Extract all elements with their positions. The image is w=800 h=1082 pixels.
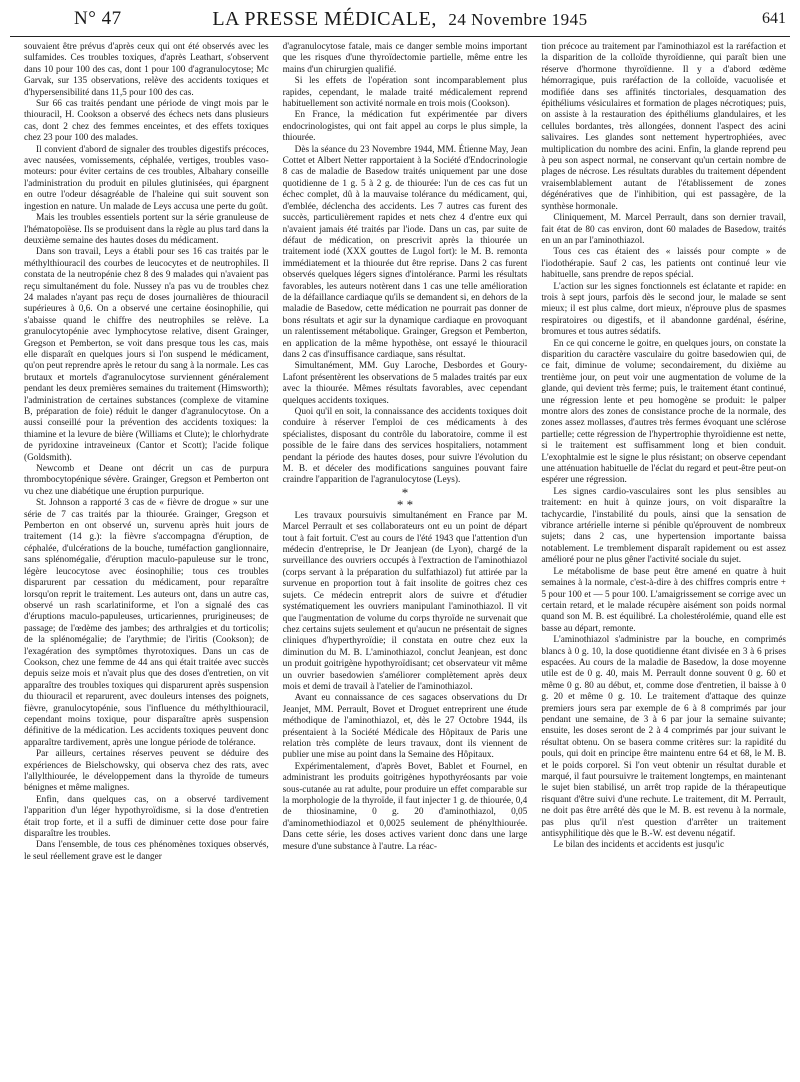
- paragraph: Dès la séance du 23 Novembre 1944, MM. Étienne May, Jean Cottet et Albert Netter rapportaient à la Société d'Endocrinologie 8 cas de maladie de Basedow traités uniquement par une dose quotidienne de 1 g. 5 à 2 g. de thiourée: l'un de ces cas fut un échec complet, dû à la mauvaise tolérance du médicament, qui, d'emblée, déclencha des accidents. Les 7 autres cas furent des succès, particulièrement rapides et nets chez 4 d'entre eux qui n'avaient jamais été traités par l'iode. Dans un cas, par suite de défaut de médication, on prescrivit après la thiourée un traitement iodé (XXX gouttes de Lugol fort): le M. B. remonta immédiatement et la thiourée dut être reprise. Dans 2 cas furent observés quelques légers signes d'intolérance. Parmi les résultats favorables, les auteurs notèrent dans 1 cas une telle amélioration de la défaillance cardiaque qu'ils se demandent si, en dehors de la maladie de Basedow, cette médication ne pourrait pas donner de bons résultats et agir sur la dynamique cardiaque en provoquant un ralentissement métabolique. Grainger, Gregson et Pemberton, en application de la même hypothèse, ont essayé le thiouracil dans 2 cas d'insuffisance cardiaque, sans résultat.: [282, 144, 528, 360]
- issue-date: 24 Novembre 1945: [448, 10, 588, 29]
- paragraph: L'action sur les signes fonctionnels est éclatante et rapide: en trois à sept jours, parfois dès le second jour, le malade se sent mieux; il est plus calme, dort mieux, n'éprouve plus de spasmes respiratoires ou digestifs, et il abandonne gardénal, ésérine, bromures et tous autres sédatifs.: [541, 281, 787, 338]
- paragraph: Quoi qu'il en soit, la connaissance des accidents toxiques doit conduire à réserver l'emploi de ces médicaments à des spécialistes, disposant du contrôle du laboratoire, comme il est possible de le faire dans des services hospitaliers, notamment pendant la période des hautes doses, pour suivre l'évolution du M. B. et déceler des modifications sanguines pouvant faire craindre l'apparition de l'agranulocytose (Leys).: [282, 407, 528, 486]
- journal-title-line: [10, 8, 790, 31]
- page-number: 641: [762, 10, 786, 27]
- paragraph: Le métabolisme de base peut être amené en quatre à huit semaines à la normale, c'est-à-dire à des chiffres compris entre + 5 pour 100 et — 5 pour 100. L'amaigrissement se corrige avec un certain retard, et le malade récupère aisément son poids normal quand son M. B. est équilibré. La cholestérolémie, quand elle est basse au départ, remonte.: [541, 566, 787, 634]
- issue-number: N° 47: [74, 8, 122, 29]
- paragraph: Dans l'ensemble, de tous ces phénomènes toxiques observés, le seul réellement grave est le danger: [24, 840, 269, 862]
- paragraph: St. Johnson a rapporté 3 cas de « fièvre de drogue » sur une série de 7 cas traités par la thiourée. Grainger, Gregson et Pemberton en ont observé un, survenu après huit jours de traitement (14 g.): la fièvre s'accompagna d'éruption, de céphalée, d'ulcérations de la bouche, tuméfaction ganglionnaire, sans splénomégalie, d'éruption maculo-papuleuse sur le tronc, légère leucocytose avec éosinophilie; tous ces troubles disparurent par cessation du médicament, pour reparaître lorsqu'on reprit le traitement. Les auteurs ont, dans un autre cas, observé un rash scarlatiniforme, et l'on a signalé des cas d'éruptions maculo-papuleuses, urticariennes, prurigineuses; de passage; de l'œdème des jambes; des arthralgies et du torticolis; de la splénomégalie; de l'arythmie; de l'iritis (Cookson); de l'exagération des symptômes thyrotoxiques. Dans un cas de Cookson, chez une femme de 44 ans qui était traitée avec succès depuis seize mois et n'avait plus que des doses d'entretien, on vit apparaître des troubles toxiques qui disparurent après suspension du thiouracil et reparurent, avec douleurs intenses des poignets, fièvre, granulocytopénie, sous l'influence du méthylthiouracil, cependant moins toxique, pour disparaître après suspension définitive de la médication. Les accidents toxiques peuvent donc apparaître tardivement, après une longue période de tolérance.: [24, 498, 269, 748]
- section-separator-stars: * * *: [396, 484, 414, 512]
- column-1: [24, 42, 269, 1078]
- paragraph: L'aminothiazol s'administre par la bouche, en comprimés blancs à 0 g. 10, la dose quotidienne étant divisée en 3 à 6 prises espacées. Au cours de la maladie de Basedow, la dose moyenne utile est de 0 g. 40, mais M. Perrault donne souvent 0 g. 60 et même 0 g. 80 au début, et, comme dose d'entretien, il baisse à 0 g. 20 et même 0 g. 10. Le traitement d'attaque des quinze premiers jours sera par exemple de 6 à 8 comprimés par jour pendant une semaine, de 3 à 6 par jour la semaine suivante; ensuite, les doses seront de 2 à 4 comprimés par jour suivant le résultat obtenu. On se basera comme critères sur: la rapidité du pouls, qui doit en principe être maintenu entre 64 et 68, le M. B. et le poids corporel. Si l'on veut obtenir un résultat durable et marqué, il faut poursuivre le traitement longtemps, en maintenant le sujet bien stabilisé, un arrêt trop rapide de la thérapeutique risquant d'être suivi d'une rechute. Le traitement, dit M. Perrault, ne doit pas être arrêté dès que le M. B. est revenu à la normale, pas plus qu'il n'est question d'arrêter un traitement antisyphilitique dès que le B.-W. est devenu négatif.: [541, 635, 787, 840]
- paragraph: souvaient être prévus d'après ceux qui ont été observés avec les sulfamides. Ces troubles toxiques, d'après Leathart, s'observent dans 10 pour 100 des cas, dont 1 pour 100 d'agranulocytose; Mc Garvak, sur 135 observations, relève des accidents toxiques et d'hypersensibilité dans 11,5 pour 100 des cas.: [24, 42, 269, 98]
- paragraph: tion précoce au traitement par l'aminothiazol est la raréfaction et la disparition de la colloïde thyroïdienne, qui paraît bien une réserve d'hormone thyroïdienne. Il y a d'abord œdème hémorragique, puis raréfaction de la colloïde, vacuolisée et modifiée dans ses affinités tinctoriales, desquamation des épithéliums vésiculaires et formation de plages nécrotiques; puis, on assiste à la restauration des épithéliums glandulaires, et les cellules bordantes, très allongées, donnent l'aspect des acini salivaires. Les glandes sont nettement hypertrophiées, avec multiplication du nombre des acini. Enfin, la glande reprend peu à peu son aspect normal, ne conservant qu'un certain nombre de plages de nécrose. Les résultats durables du traitement dépendent vraisemblablement autant de l'établissement de zones dégénératives que de l'inhibition, qui est passagère, de la synthèse hormonale.: [541, 42, 787, 212]
- paragraph: Cliniquement, M. Marcel Perrault, dans son dernier travail, fait état de 80 cas environ, dont 60 malades de Basedow, traités en un an par l'aminothiazol.: [541, 213, 787, 246]
- journal-title: LA PRESSE MÉDICALE,: [212, 8, 437, 30]
- paragraph: Enfin, dans quelques cas, on a observé tardivement l'apparition d'un léger hypothyroïdisme, si la dose d'entretien était trop forte, et il a suffi de diminuer cette dose pour faire disparaître les troubles.: [24, 794, 269, 840]
- paragraph: Expérimentalement, d'après Bovet, Bablet et Fournel, en administrant les produits goitrigènes hypothyréosants par voie sous-cutanée au rat adulte, pour produire un effet comparable sur la morphologie de la thyroïde, il faut injecter 1 g. de thiourée, 0,4 de thiosinamine, 0 g. 20 d'aminothiazol, 0,05 d'aminomethiodiazol et 0,0025 seulement de phénylthiourée. Dans cette série, les doses actives varient donc dans une large mesure d'une substance à l'autre. La réac-: [282, 761, 528, 852]
- paragraph: Newcomb et Deane ont décrit un cas de purpura thrombocytopénique sévère. Grainger, Gregson et Pemberton ont vu chez une diabétique une éruption purpurique.: [24, 464, 269, 497]
- paragraph: Mais les troubles essentiels portent sur la série granuleuse de l'hématopoïèse. Ils se produisent dans la règle au plus tard dans la deuxième semaine des hautes doses du médicament.: [24, 213, 269, 246]
- paragraph: Les signes cardio-vasculaires sont les plus sensibles au traitement: en huit à quinze jours, on voit disparaître la tachycardie, l'instabilité du pouls, ainsi que la sensation de vibrance artérielle interne si pénible qu'éprouvent de nombreux sujets; dans 2 cas, une hypertension importante baissa notablement. Le tremblement disparaît rapidement ou est assez amélioré pour ne plus gêner l'activité sociale du sujet.: [541, 486, 787, 566]
- paragraph: Il convient d'abord de signaler des troubles digestifs précoces, avec nausées, vomissements, céphalée, vertiges, troubles vaso-moteurs: pour éviter certains de ces troubles, Albahary conseille l'administration du produit en pilules glutinisées, qui épargnent en outre l'odeur désagréable de l'haleine qui suit souvent son ingestion en nature. Un malade de Leys accusa une perte du goût.: [24, 144, 269, 212]
- paragraph: Les travaux poursuivis simultanément en France par M. Marcel Perrault et ses collaborateurs ont eu un point de départ tout à fait fortuit. C'est au cours de l'été 1943 que l'attention d'un médecin d'entreprise, le Dr Jeanjean (de Lyon), chargé de la surveillance des ouvriers occupés à l'extraction de l'aminothiazol (corps servant à la préparation du sulfathiazol) fut attirée par la survenue en proportion tout à fait insolite de goitres chez ces sujets. Ce médecin entreprit alors de suivre et d'étudier systématiquement les ouvriers manipulant l'aminothiazol. Il vit que l'augmentation de volume du corps thyroïde ne survenait que chez certains sujets seulement et qu'aucun ne présentait de signes cliniques d'hyperthyroïdie; il constata en outre chez eux la diminution du M. B. L'aminothiazol, conclut Jeanjean, est donc un produit goitrigène hypothyroïdisant; cet observateur vit même un ouvrier basedowien s'améliorer complètement après deux mois et demi de travail à l'atelier de l'aminothiazol.: [282, 510, 528, 692]
- paragraph: Sur 66 cas traités pendant une période de vingt mois par le thiouracil, H. Cookson a observé des échecs nets dans plusieurs cas, dont 2 chez des femmes enceintes, et des effets toxiques chez 23 pour 100 des malades.: [24, 99, 269, 144]
- paragraph: d'agranulocytose fatale, mais ce danger semble moins important que les risques d'une thyroïdectomie partielle, même entre les mains d'un chirurgien qualifié.: [282, 42, 528, 75]
- paragraph: Si les effets de l'opération sont incomparablement plus rapides, cependant, le malade traité médicalement reprend habituellement son activité normale en trois mois (Cookson).: [282, 76, 528, 110]
- paragraph: Simultanément, MM. Guy Laroche, Desbordes et Goury-Lafont présentèrent les observations de 5 malades traités par eux avec la thiourée. Mêmes résultats favorables, avec cependant quelques accidents toxiques.: [282, 361, 528, 406]
- column-3: [541, 42, 786, 1078]
- paragraph: Tous ces cas étaient des « laissés pour compte » de l'iodothérapie. Sauf 2 cas, les patients ont continué leur vie habituelle, sans prendre de repos spécial.: [541, 247, 787, 281]
- paragraph: Par ailleurs, certaines réserves peuvent se déduire des expériences de Bielschowsky, qui observa chez des rats, avec l'allylthiourée, le développement dans la thyroïde de tumeurs bénignes et même malignes.: [24, 749, 269, 794]
- paragraph: En ce qui concerne le goitre, en quelques jours, on constate la disparition du caractère vasculaire du goitre basedowien qui, de ce fait, diminue de volume; secondairement, du dixième au trentième jour, on peut voir une augmentation de volume de la glande, qui devient très ferme; puis, le traitement étant continué, une régression lente et peu homogène se produit: le palper montre alors des zones de consistance proche de la normale, des zones assez mollasses, d'autres très fermes évoquant une sclérose partielle; cette régression de l'hypertrophie thyroïdienne est nette, si le traitement est suffisamment long et bien conduit. L'exophtalmie est le signe le plus résistant; on observe cependant une atténuation habituelle de l'éclat du regard et peut-être peut-on espérer une régression.: [541, 338, 787, 486]
- column-2: [283, 42, 528, 1078]
- paragraph: Dans son travail, Leys a établi pour ses 16 cas traités par le méthylthiouracil des courbes de leucocytes et de neutrophiles. Il constata de la neutropénie chez 8 des 9 malades qui n'avaient pas reçu simultanément du fole. Nussey n'a pas vu de troubles chez 24 malades n'ayant pas reçu de doses journalières de thiouracil supérieures à 0,6. On a observé une certaine éosinophilie, qui s'abaisse quand le chiffre des neutrophiles se relève. La granulocytopénie avec lymphocytose relative, disent Grainger, Gregson et Pemberton, se voit dans presque tous les cas, mais elle disparaît en quelques jours si l'on suspend le médicament, qu'on peut reprendre après le retour du sang à la normale. Les cas brutaux et mortels d'agranulocytose surviennent généralement pendant les deux premières semaines du traitement (Himsworth); l'administration de certaines substances (complexe de vitamine B, préparation de foie) réduit le danger d'agranulocytose. On a aussi conseillé pour la prévention des accidents toxiques: la thiamine et la levure de bière (Williams et Clute); le chlorhydrate de pyridoxine intraveineux (Cantor et Scott); l'acide folique (Goldsmith).: [24, 247, 269, 463]
- article-columns: [24, 42, 786, 1078]
- paragraph: En France, la médication fut expérimentée par divers endocrinologistes, qui ont fait appel au corps le plus simple, la thiourée.: [282, 110, 528, 144]
- paragraph: Le bilan des incidents et accidents est jusqu'ic: [553, 840, 725, 851]
- page-header: [10, 6, 790, 37]
- paragraph: Avant eu connaissance de ces sagaces observations du Dr Jeanjet, MM. Perrault, Bovet et Droguet entreprirent une étude méthodique de l'aminothiazol, et, dès le 27 Octobre 1944, ils présentaient à la Société Médicale des Hôpitaux de Paris une relation très complète de leurs travaux, dont ils viennent de publier une mise au point dans la Semaine des Hôpitaux.: [282, 693, 528, 761]
